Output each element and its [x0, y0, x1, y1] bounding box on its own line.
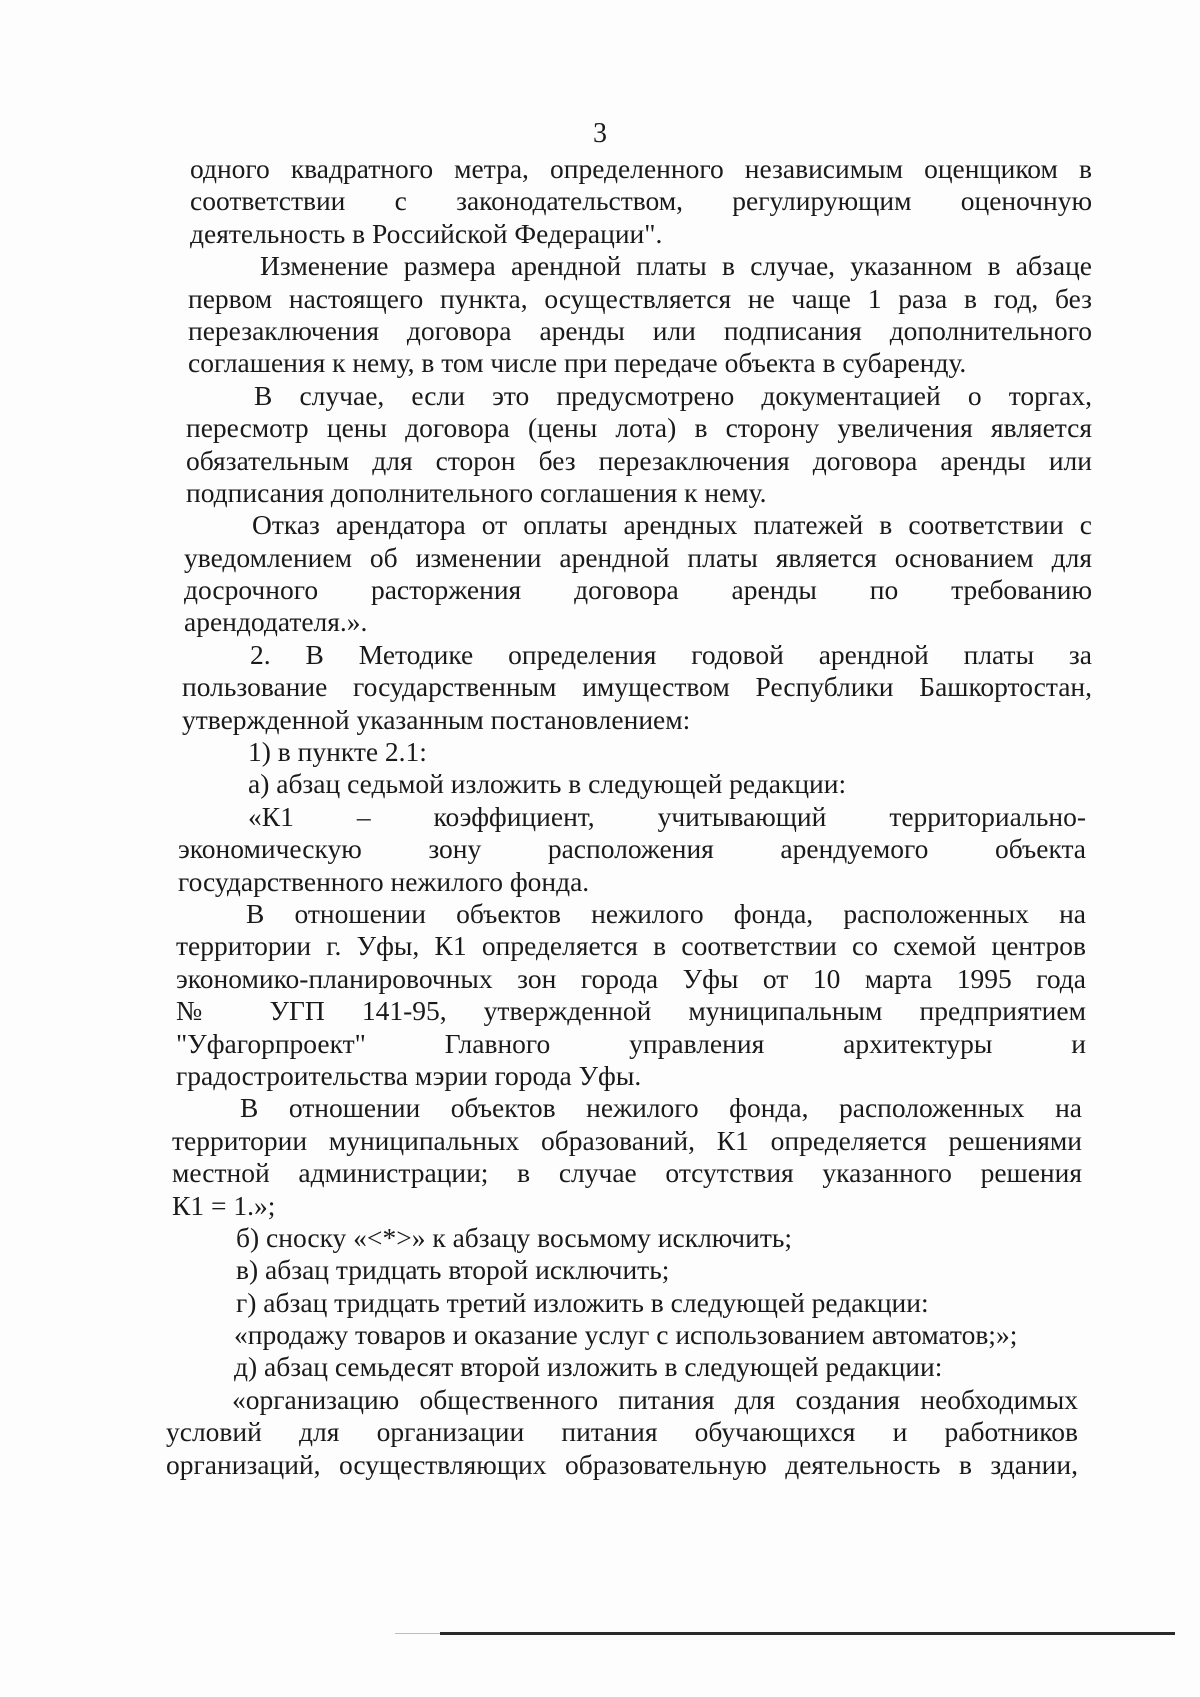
text-line: первом настоящего пункта, осуществляется не чаще 1 раза в год, без: [188, 282, 1092, 314]
text-line: «продажу товаров и оказание услуг с использованием автоматов;»;: [234, 1319, 1018, 1351]
text-line: «организацию общественного питания для создания необходимых: [232, 1383, 1078, 1415]
text-line: "Уфагорпроект" Главного управления архитектуры и: [176, 1027, 1086, 1059]
text-line: досрочного расторжения договора аренды по требованию: [184, 574, 1092, 606]
text-line: утвержденной указанным постановлением:: [182, 703, 691, 735]
text-line: местной администрации; в случае отсутствия указанного решения: [172, 1157, 1082, 1189]
text-line: экономико-планировочных зон города Уфы от 10 марта 1995 года: [176, 962, 1086, 994]
text-line: Отказ арендатора от оплаты арендных платежей в соответствии с: [252, 509, 1092, 541]
text-line: К1 = 1.»;: [172, 1189, 276, 1221]
text-line: государственного нежилого фонда.: [178, 865, 590, 897]
text-line: арендодателя.».: [184, 606, 368, 638]
text-line: д) абзац семьдесят второй изложить в следующей редакции:: [234, 1351, 943, 1383]
text-line: организаций, осуществляющих образовательную деятельность в здании,: [166, 1448, 1078, 1480]
text-line: одного квадратного метра, определенного независимым оценщиком в: [190, 153, 1092, 184]
text-line: Изменение размера арендной платы в случае, указанном в абзаце: [260, 250, 1092, 282]
text-line: соответствии с законодательством, регулирующим оценочную: [190, 185, 1092, 217]
text-line: перезаключения договора аренды или подписания дополнительного: [188, 314, 1092, 346]
text-line: территории г. Уфы, К1 определяется в соответствии со схемой центров: [176, 930, 1086, 962]
text-line: 1) в пункте 2.1:: [248, 736, 427, 768]
text-line: г) абзац тридцать третий изложить в следующей редакции:: [236, 1286, 929, 1318]
text-line: В отношении объектов нежилого фонда, расположенных на: [246, 897, 1086, 929]
text-line: № УГП 141-95, утвержденной муниципальным предприятием: [176, 995, 1086, 1027]
text-line: В случае, если это предусмотрено документацией о торгах,: [254, 379, 1092, 411]
text-line: В отношении объектов нежилого фонда, расположенных на: [240, 1092, 1082, 1124]
text-line: уведомлением об изменении арендной платы является основанием для: [184, 541, 1092, 573]
page-number: 3: [593, 118, 607, 149]
text-line: б) сноску «<*>» к абзацу восьмому исключить;: [236, 1221, 793, 1253]
document-body: [166, 153, 1092, 1481]
text-line: градостроительства мэрии города Уфы.: [176, 1059, 642, 1091]
text-line: пользование государственным имуществом Республики Башкортостан,: [182, 671, 1092, 703]
text-line: пересмотр цены договора (цены лота) в сторону увеличения является: [186, 412, 1092, 444]
text-line: экономическую зону расположения арендуемого объекта: [178, 833, 1086, 865]
text-line: территории муниципальных образований, К1 определяется решениями: [172, 1124, 1082, 1156]
text-line: соглашения к нему, в том числе при передаче объекта в субаренду.: [188, 347, 967, 379]
text-line: подписания дополнительного соглашения к нему.: [186, 476, 767, 508]
footer-rule-faint: [395, 1633, 440, 1634]
text-line: условий для организации питания обучающихся и работников: [166, 1416, 1078, 1448]
text-line: в) абзац тридцать второй исключить;: [236, 1254, 670, 1286]
text-line: а) абзац седьмой изложить в следующей редакции:: [248, 768, 847, 800]
text-line: деятельность в Российской Федерации".: [190, 217, 663, 249]
footer-rule: [440, 1632, 1175, 1635]
text-line: 2. В Методике определения годовой арендной платы за: [250, 638, 1092, 670]
text-line: «К1 – коэффициент, учитывающий территориально-: [248, 800, 1086, 832]
text-line: обязательным для сторон без перезаключения договора аренды или: [186, 444, 1092, 476]
